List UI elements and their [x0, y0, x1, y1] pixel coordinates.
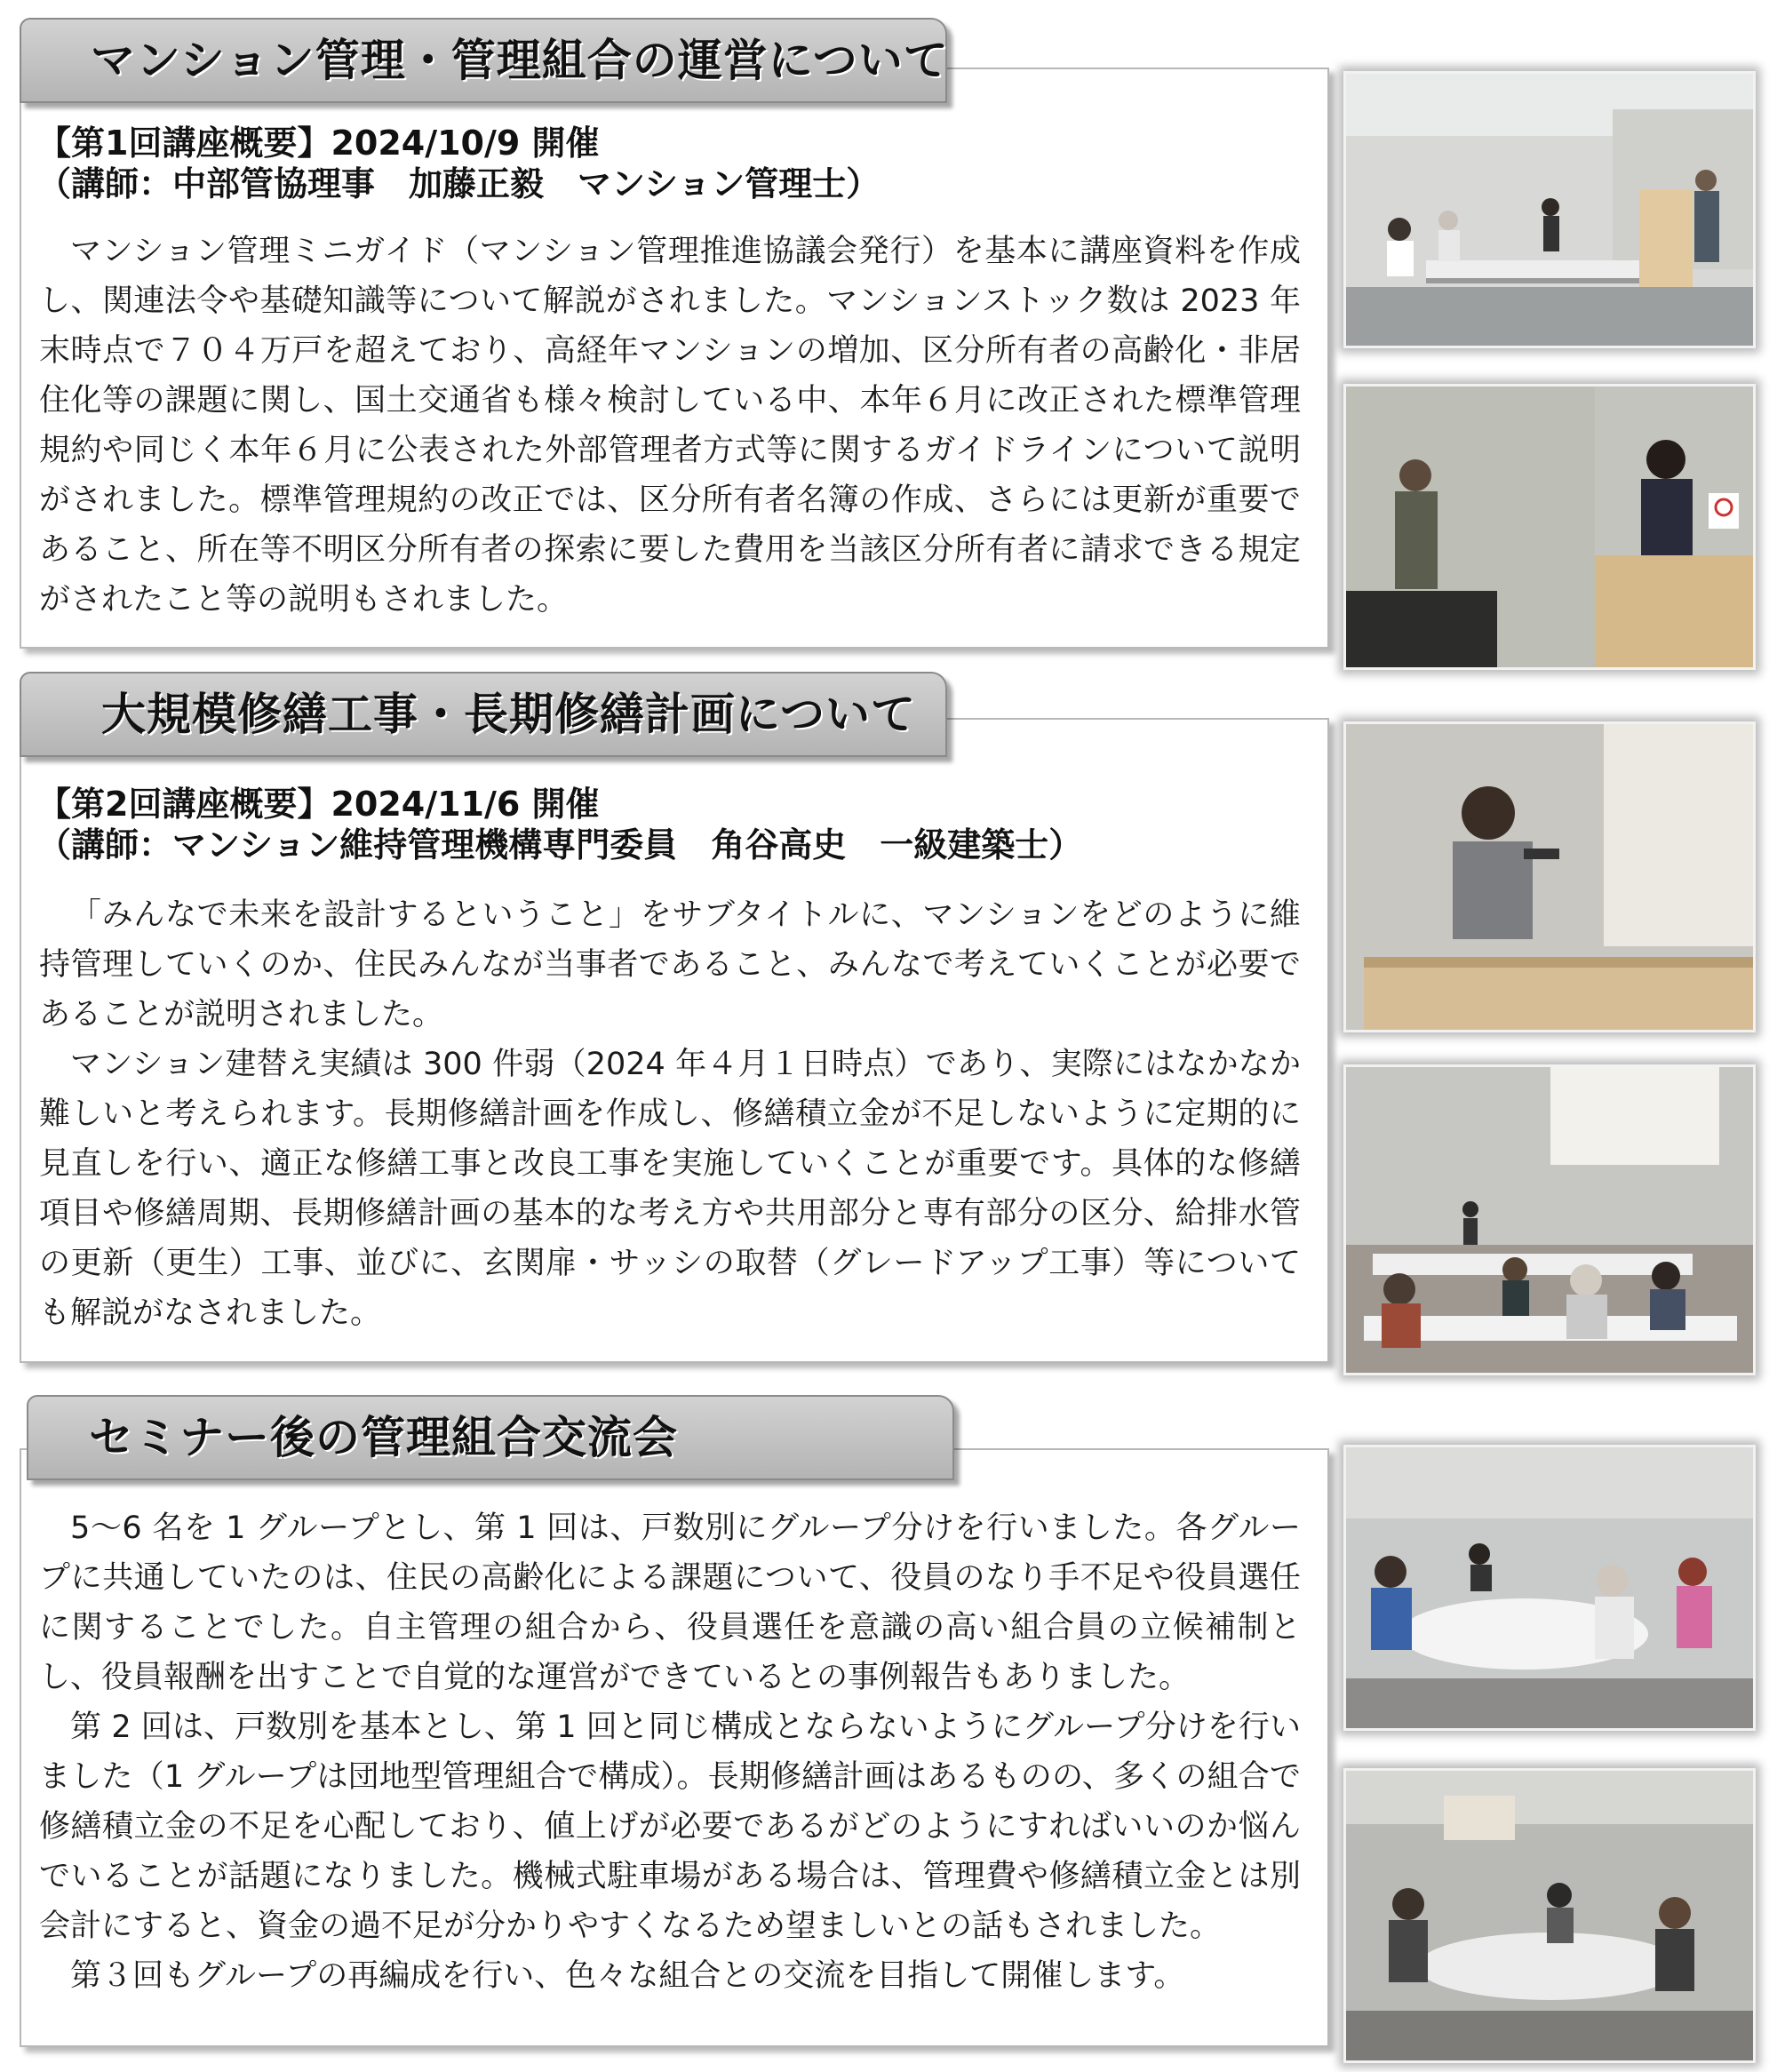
section3-body	[39, 1503, 1301, 2001]
section2-title-tab	[20, 672, 947, 757]
section2-paragraph: 「みんなで未来を設計するということ」をサブタイトルに、マンションをどのように維持管理していくのか、住民みんなが当事者であること、みんなで考えていくことが必要であることが説明されました。	[39, 897, 1301, 1032]
photo-exchange-meeting1	[1343, 1445, 1756, 1731]
section3-paragraph: 5～6 名を 1 グループとし、第 1 回は、戸数別にグループ分けを行いました。各グループに共通していたのは、住民の高齢化による課題について、役員のなり手不足や役員選任に関することでした。自主管理の組合から、役員選任を意識の高い組合員の立候補制とし、役員報酬を出すことで自覚的な運営ができているとの事例報告もありました。	[39, 1510, 1301, 1695]
section3-title-tab	[27, 1395, 954, 1480]
photo-seminar2-lecturer	[1343, 721, 1756, 1032]
section2-heading-line2: （講師：マンション維持管理機構専門委員 角谷高史 一級建築士）	[37, 825, 1083, 865]
section2-body	[39, 890, 1301, 1338]
section1-title: マンション管理・管理組合の運営について	[91, 35, 949, 86]
section1-body	[39, 227, 1301, 625]
section1-title-tab	[20, 18, 947, 103]
photo-seminar1-room	[1343, 71, 1756, 348]
section1-heading-line1: 【第1回講座概要】2024/10/9 開催	[37, 124, 600, 163]
section2-heading-line1: 【第2回講座概要】2024/11/6 開催	[37, 785, 600, 824]
section1-paragraph: マンション管理ミニガイド（マンション管理推進協議会発行）を基本に講座資料を作成し、関連法令や基礎知識等について解説がされました。マンションストック数は 2023 年末時点で７０４万戸を超えており、高経年マンションの増加、区分所有者の高齢化・非居住化等の課題に関し、国土交通省も様々検討している中、本年６月に改正された標準管理規約や同じく本年６月に公表された外部管理者方式等に関するガイドラインについて説明がされました。標準管理規約の改正では、区分所有者名簿の作成、さらには更新が重要であること、所在等不明区分所有者の探索に要した費用を当該区分所有者に請求できる規定がされたこと等の説明もされました。	[39, 234, 1301, 618]
photo-seminar1-lecturer	[1343, 384, 1756, 670]
section2-paragraph: マンション建替え実績は 300 件弱（2024 年４月１日時点）であり、実際にはなかなか難しいと考えられます。長期修繕計画を作成し、修繕積立金が不足しないように定期的に見直しを行い、適正な修繕工事と改良工事を実施していくことが重要です。具体的な修繕項目や修繕周期、長期修繕計画の基本的な考え方や共用部分と専有部分の区分、給排水管の更新（更生）工事、並びに、玄関扉・サッシの取替（グレードアップ工事）等についても解説がなされました。	[39, 1047, 1301, 1331]
section3-title: セミナー後の管理組合交流会	[89, 1412, 678, 1463]
section2-title: 大規模修繕工事・長期修繕計画について	[101, 689, 916, 740]
section3-paragraph: 第 2 回は、戸数別を基本とし、第 1 回と同じ構成とならないようにグループ分けを行いました（1 グループは団地型管理組合で構成）。長期修繕計画はあるものの、多くの組合で修繕積立金の不足を心配しており、値上げが必要であるがどのようにすればいいのか悩んでいることが話題になりました。機械式駐車場がある場合は、管理費や修繕積立金とは別会計にすると、資金の過不足が分かりやすくなるため望ましいとの話もされました。	[39, 1709, 1301, 1944]
section1-heading-line2: （講師：中部管協理事 加藤正毅 マンション管理士）	[37, 164, 881, 203]
photo-seminar2-audience	[1343, 1064, 1756, 1375]
photo-exchange-meeting2	[1343, 1768, 1756, 2063]
section3-paragraph: 第３回もグループの再編成を行い、色々な組合との交流を目指して開催します。	[70, 1958, 1185, 1994]
